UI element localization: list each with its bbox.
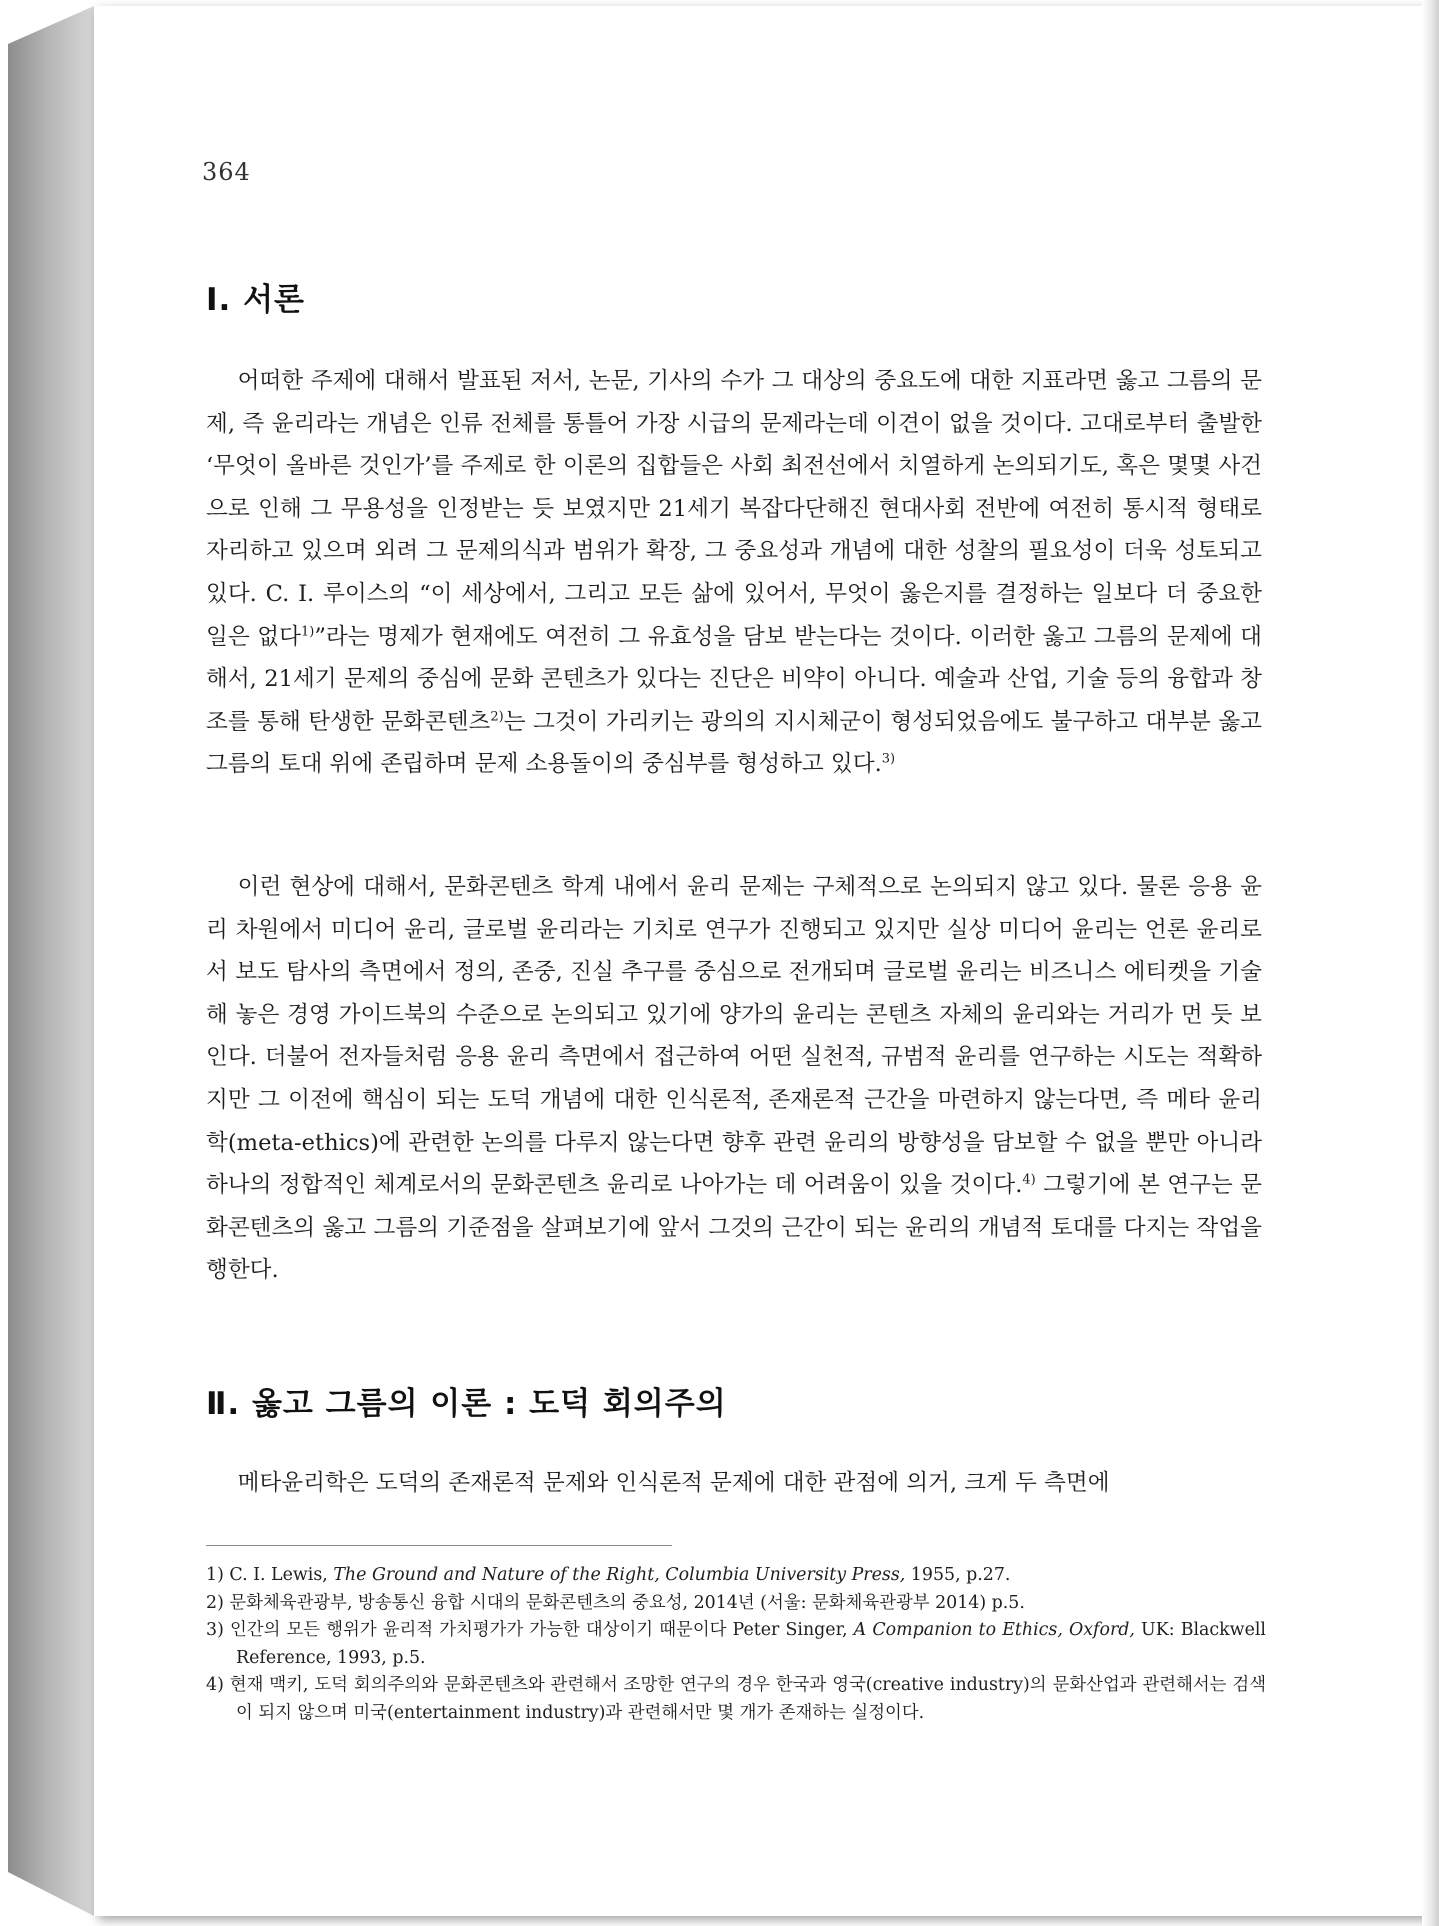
- footnote-4: 4) 현재 맥키, 도덕 회의주의와 문화콘텐츠와 관련해서 조망한 연구의 경우 한국과 영국(creative industry)의 문화산업과 관련해서는 검색이 되지 않으며 미국(entertainment industry)과 관련해서만 몇 개가 존재하는 실정이다.: [206, 1675, 1266, 1723]
- page-number: 364: [202, 158, 251, 186]
- footnotes: [206, 1562, 1266, 1728]
- footnote-ref-1[interactable]: 1): [300, 624, 315, 640]
- section-heading-intro: Ⅰ. 서론: [206, 282, 305, 318]
- footnote-3: 3) 인간의 모든 행위가 윤리적 가치평가가 가능한 대상이기 때문이다 Peter Singer, A Companion to Ethics, Oxford, UK: Blackwell Reference, 1993, p.5.: [206, 1620, 1266, 1668]
- footnote-ref-3[interactable]: 3): [881, 751, 896, 767]
- paragraph-3: 메타윤리학은 도덕의 존재론적 문제와 인식론적 문제에 대한 관점에 의거, 크게 두 측면에: [237, 1470, 1110, 1496]
- footnote-2: 2) 문화체육관광부, 방송통신 융합 시대의 문화콘텐츠의 중요성, 2014년 (서울: 문화체육관광부 2014) p.5.: [206, 1592, 1025, 1613]
- footnote-ref-4[interactable]: 4): [1022, 1172, 1036, 1188]
- footnote-ref-2[interactable]: 2): [490, 709, 504, 725]
- paragraph-1: 어떠한 주제에 대해서 발표된 저서, 논문, 기사의 수가 그 대상의 중요도에 대한 지표라면 옳고 그름의 문제, 즉 윤리라는 개념은 인류 전체를 통틀어 가장 시급의 문제라는데 이견이 없을 것이다. 고대로부터 출발한 ‘무엇이 올바른 것인가’를 주제로 한 이론의 집합들은 사회 최전선에서 치열하게 논의되기도, 혹은 몇몇 사건으로 인해 그 무용성을 인정받는 듯 보였지만 21세기 복잡다단해진 현대사회 전반에 여전히 통시적 형태로 자리하고 있으며 외려 그 문제의식과 범위가 확장, 그 중요성과 개념에 대한 성찰의 필요성이 더욱 성토되고 있다. C. I. 루이스의 “이 세상에서, 그리고 모든 삶에 있어서, 무엇이 옳은지를 결정하는 일보다 더 중요한 일은 없다$^{1)}$”라는 명제가 현재에도 여전히 그 유효성을 담보 받는다는 것이다. 이러한 옳고 그름의 문제에 대해서, 21세기 문제의 중심에 문화 콘텐츠가 있다는 진단은 비약이 아니다. 예술과 산업, 기술 등의 융합과 창조를 통해 탄생한 문화콘텐츠$^{2)}$는 그것이 가리키는 광의의 지시체군이 형성되었음에도 불구하고 대부분 옳고 그름의 토대 위에 존립하며 문제 소용돌이의 중심부를 형성하고 있다.$^{3)}$: [206, 368, 1263, 778]
- footnote-divider: [206, 1545, 672, 1546]
- footnote-1: 1) C. I. Lewis, The Ground and Nature of the Right, Columbia University Press, 1955, p.27.: [206, 1565, 1011, 1585]
- section-heading-theory: Ⅱ. 옳고 그름의 이론 : 도덕 회의주의: [206, 1386, 727, 1422]
- book-spine: [8, 6, 94, 1916]
- paragraph-2: 이런 현상에 대해서, 문화콘텐츠 학계 내에서 윤리 문제는 구체적으로 논의되지 않고 있다. 물론 응용 윤리 차원에서 미디어 윤리, 글로벌 윤리라는 기치로 연구가 진행되고 있지만 실상 미디어 윤리는 언론 윤리로서 보도 탐사의 측면에서 정의, 존중, 진실 추구를 중심으로 전개되며 글로벌 윤리는 비즈니스 에티켓을 기술해 놓은 경영 가이드북의 수준으로 논의되고 있기에 양가의 윤리는 콘텐츠 자체의 윤리와는 거리가 먼 듯 보인다. 더불어 전자들처럼 응용 윤리 측면에서 접근하여 어떤 실천적, 규범적 윤리를 연구하는 시도는 적확하지만 그 이전에 핵심이 되는 도덕 개념에 대한 인식론적, 존재론적 근간을 마련하지 않는다면, 즉 메타 윤리학(meta-ethics)에 관련한 논의를 다루지 않는다면 향후 관련 윤리의 방향성을 담보할 수 없을 뿐만 아니라 하나의 정합적인 체계로서의 문화콘텐츠 윤리로 나아가는 데 어려움이 있을 것이다.$^{4)}$ 그렇기에 본 연구는 문화콘텐츠의 옳고 그름의 기준점을 살펴보기에 앞서 그것의 근간이 되는 윤리의 개념적 토대를 다지는 작업을 행한다.: [206, 874, 1262, 1284]
- page-edge: [1422, 0, 1439, 1926]
